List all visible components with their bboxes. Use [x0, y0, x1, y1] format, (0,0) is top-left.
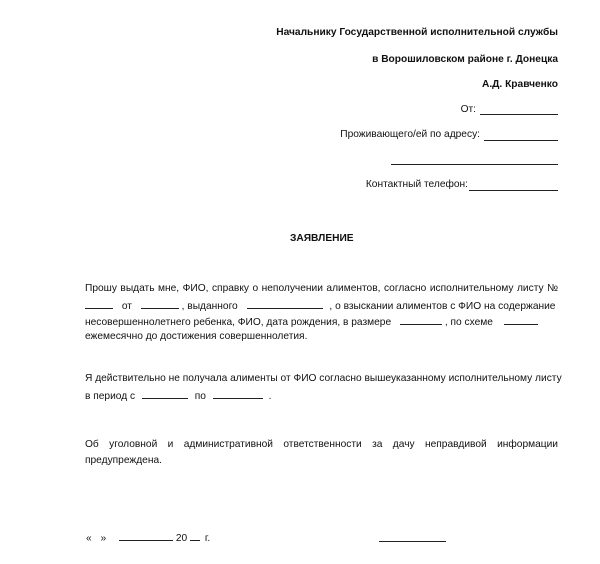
- from-label: От:: [460, 104, 476, 115]
- address-field-2[interactable]: [391, 164, 558, 165]
- para3-line1: Об уголовной и административной ответственности за дачу неправдивой информации: [85, 439, 558, 450]
- address-label: Проживающего/ей по адресу:: [340, 129, 480, 140]
- scheme-label: , по схеме: [444, 317, 493, 328]
- para3-line2: предупреждена.: [85, 455, 162, 466]
- collection-text: , о взыскании алиментов с ФИО на содержание: [329, 301, 556, 312]
- para1-line3: [85, 314, 538, 330]
- date-month-field[interactable]: [119, 530, 173, 541]
- phone-label: Контактный телефон:: [365, 179, 468, 190]
- year-suffix: г.: [204, 533, 211, 544]
- address-field-1[interactable]: [484, 140, 558, 141]
- from-date-label: от: [121, 301, 132, 312]
- para1-line4: ежемесячно до достижения совершеннолетия.: [85, 331, 308, 342]
- para2-line2: [85, 388, 272, 404]
- period-from-field[interactable]: [142, 388, 188, 399]
- para1-line2: [85, 298, 555, 314]
- addressee-line-2: в Ворошиловском районе г. Донецка: [372, 54, 558, 65]
- quote-open: «: [86, 533, 92, 544]
- amount-field[interactable]: [400, 314, 442, 325]
- addressee-line-3: А.Д. Кравченко: [481, 79, 558, 90]
- from-field[interactable]: [480, 114, 558, 115]
- para1-line1: Прошу выдать мне, ФИО, справку о неполучении алиментов, согласно исполнительному листу №: [85, 283, 558, 294]
- period-to-field[interactable]: [213, 388, 263, 399]
- issued-label: , выданного: [181, 301, 238, 312]
- para2-line1: Я действительно не получала алименты от ФИО согласно вышеуказанному исполнительному листу: [85, 373, 562, 384]
- list-date-field[interactable]: [141, 298, 179, 309]
- phone-field[interactable]: [469, 190, 558, 191]
- list-number-field[interactable]: [85, 298, 113, 309]
- document-title: ЗАЯВЛЕНИЕ: [290, 233, 354, 244]
- period-end-dot: .: [268, 391, 272, 402]
- scheme-field[interactable]: [504, 314, 538, 325]
- period-to-label: по: [194, 391, 206, 402]
- signature-field[interactable]: [379, 541, 446, 542]
- quote-close: »: [100, 533, 107, 544]
- year-field[interactable]: [190, 530, 200, 541]
- amount-text: несовершеннолетнего ребенка, ФИО, дата рождения, в размере: [85, 317, 392, 328]
- period-from-label: в период с: [85, 391, 136, 402]
- addressee-line-1: Начальнику Государственной исполнительной службы: [276, 27, 558, 38]
- date-line: [86, 530, 210, 546]
- year-label: 20: [175, 533, 188, 544]
- issued-by-field[interactable]: [247, 298, 323, 309]
